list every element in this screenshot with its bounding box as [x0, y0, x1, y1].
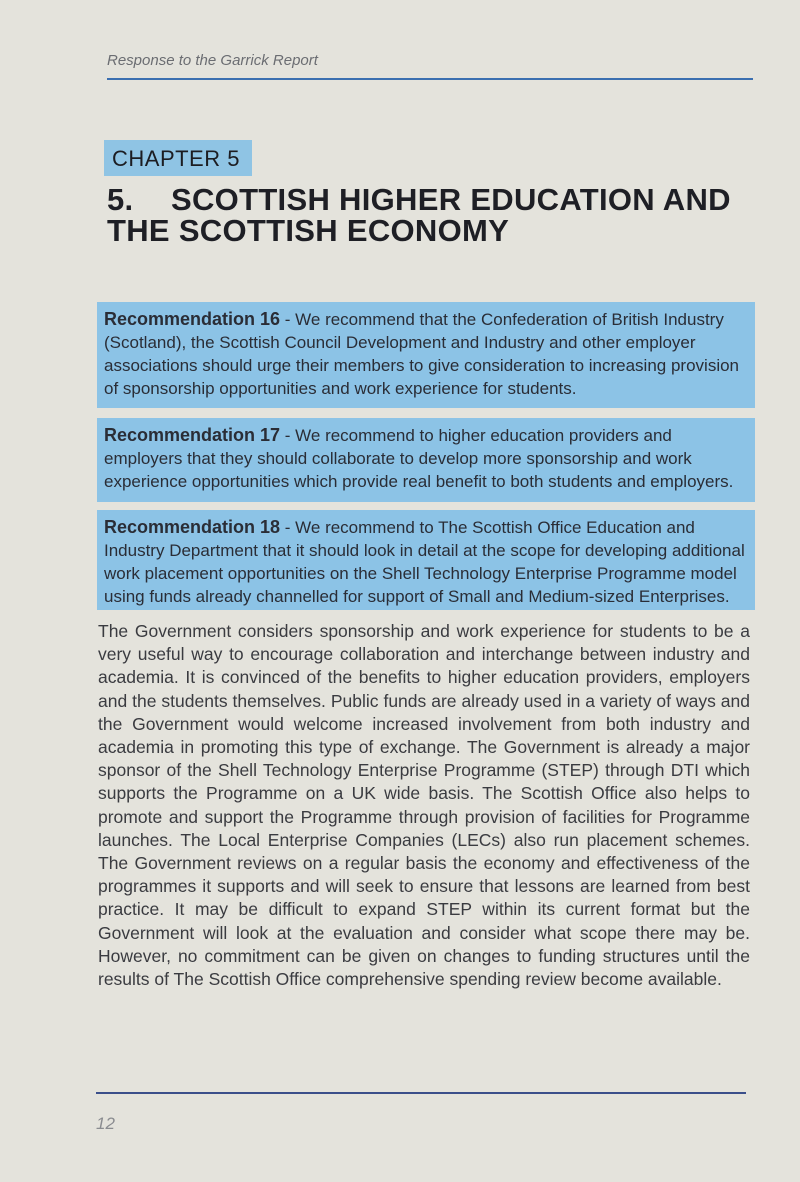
page-number: 12: [96, 1114, 115, 1133]
recommendation-18-box: [97, 510, 755, 610]
recommendation-17-box: [97, 418, 755, 502]
chapter-label: CHAPTER 5: [104, 140, 252, 176]
recommendation-label: Recommendation 16: [104, 309, 281, 329]
recommendation-text: - We recommend to The Scottish Office Education and Industry Department that it should look in detail at the scope for developing additional work placement opportunities on the Shell Technology Enterprise Programme model using funds already channelled for support of Small and Medium-sized Enterprises.: [104, 518, 745, 606]
chapter-title: [107, 184, 767, 246]
footer-rule: [96, 1092, 746, 1094]
chapter-number: 5.: [107, 182, 134, 217]
recommendation-text: - We recommend to higher education providers and employers that they should collaborate to develop more sponsorship and work experience opportunities which provide real benefit to both students and employers.: [104, 426, 734, 491]
header-rule: [107, 78, 753, 80]
recommendation-text: - We recommend that the Confederation of British Industry (Scotland), the Scottish Council Development and Industry and other employer associations should urge their members to give consideration to increasing provision of sponsorship opportunities and work experience for students.: [104, 310, 740, 398]
government-response-paragraph: The Government considers sponsorship and work experience for students to be a very useful way to encourage collaboration and interchange between industry and academia. It is convinced of the benefits to higher education providers, employers and the students themselves. Public funds are already used in a variety of ways and the Government would welcome increased involvement from both industry and academia in promoting this type of exchange. The Government is already a major sponsor of the Shell Technology Enterprise Programme (STEP) through DTI which supports the Programme on a UK wide basis. The Scottish Office also helps to promote and support the Programme through provision of facilities for Programme launches. The Local Enterprise Companies (LECs) also run placement schemes. The Government reviews on a regular basis the economy and effectiveness of the programmes it supports and will seek to ensure that lessons are learned from best practice. It may be difficult to expand STEP within its current format but the Government will look at the evaluation and consider what scope there may be. However, no commitment can be given on changes to funding structures until the results of The Scottish Office comprehensive spending review become available.: [98, 621, 750, 990]
recommendation-label: Recommendation 17: [104, 425, 281, 445]
chapter-title-text: SCOTTISH HIGHER EDUCATION AND THE SCOTTISH ECONOMY: [107, 182, 731, 248]
running-header: Response to the Garrick Report: [107, 52, 318, 69]
recommendation-16-box: [97, 302, 755, 408]
recommendation-label: Recommendation 18: [104, 517, 281, 537]
